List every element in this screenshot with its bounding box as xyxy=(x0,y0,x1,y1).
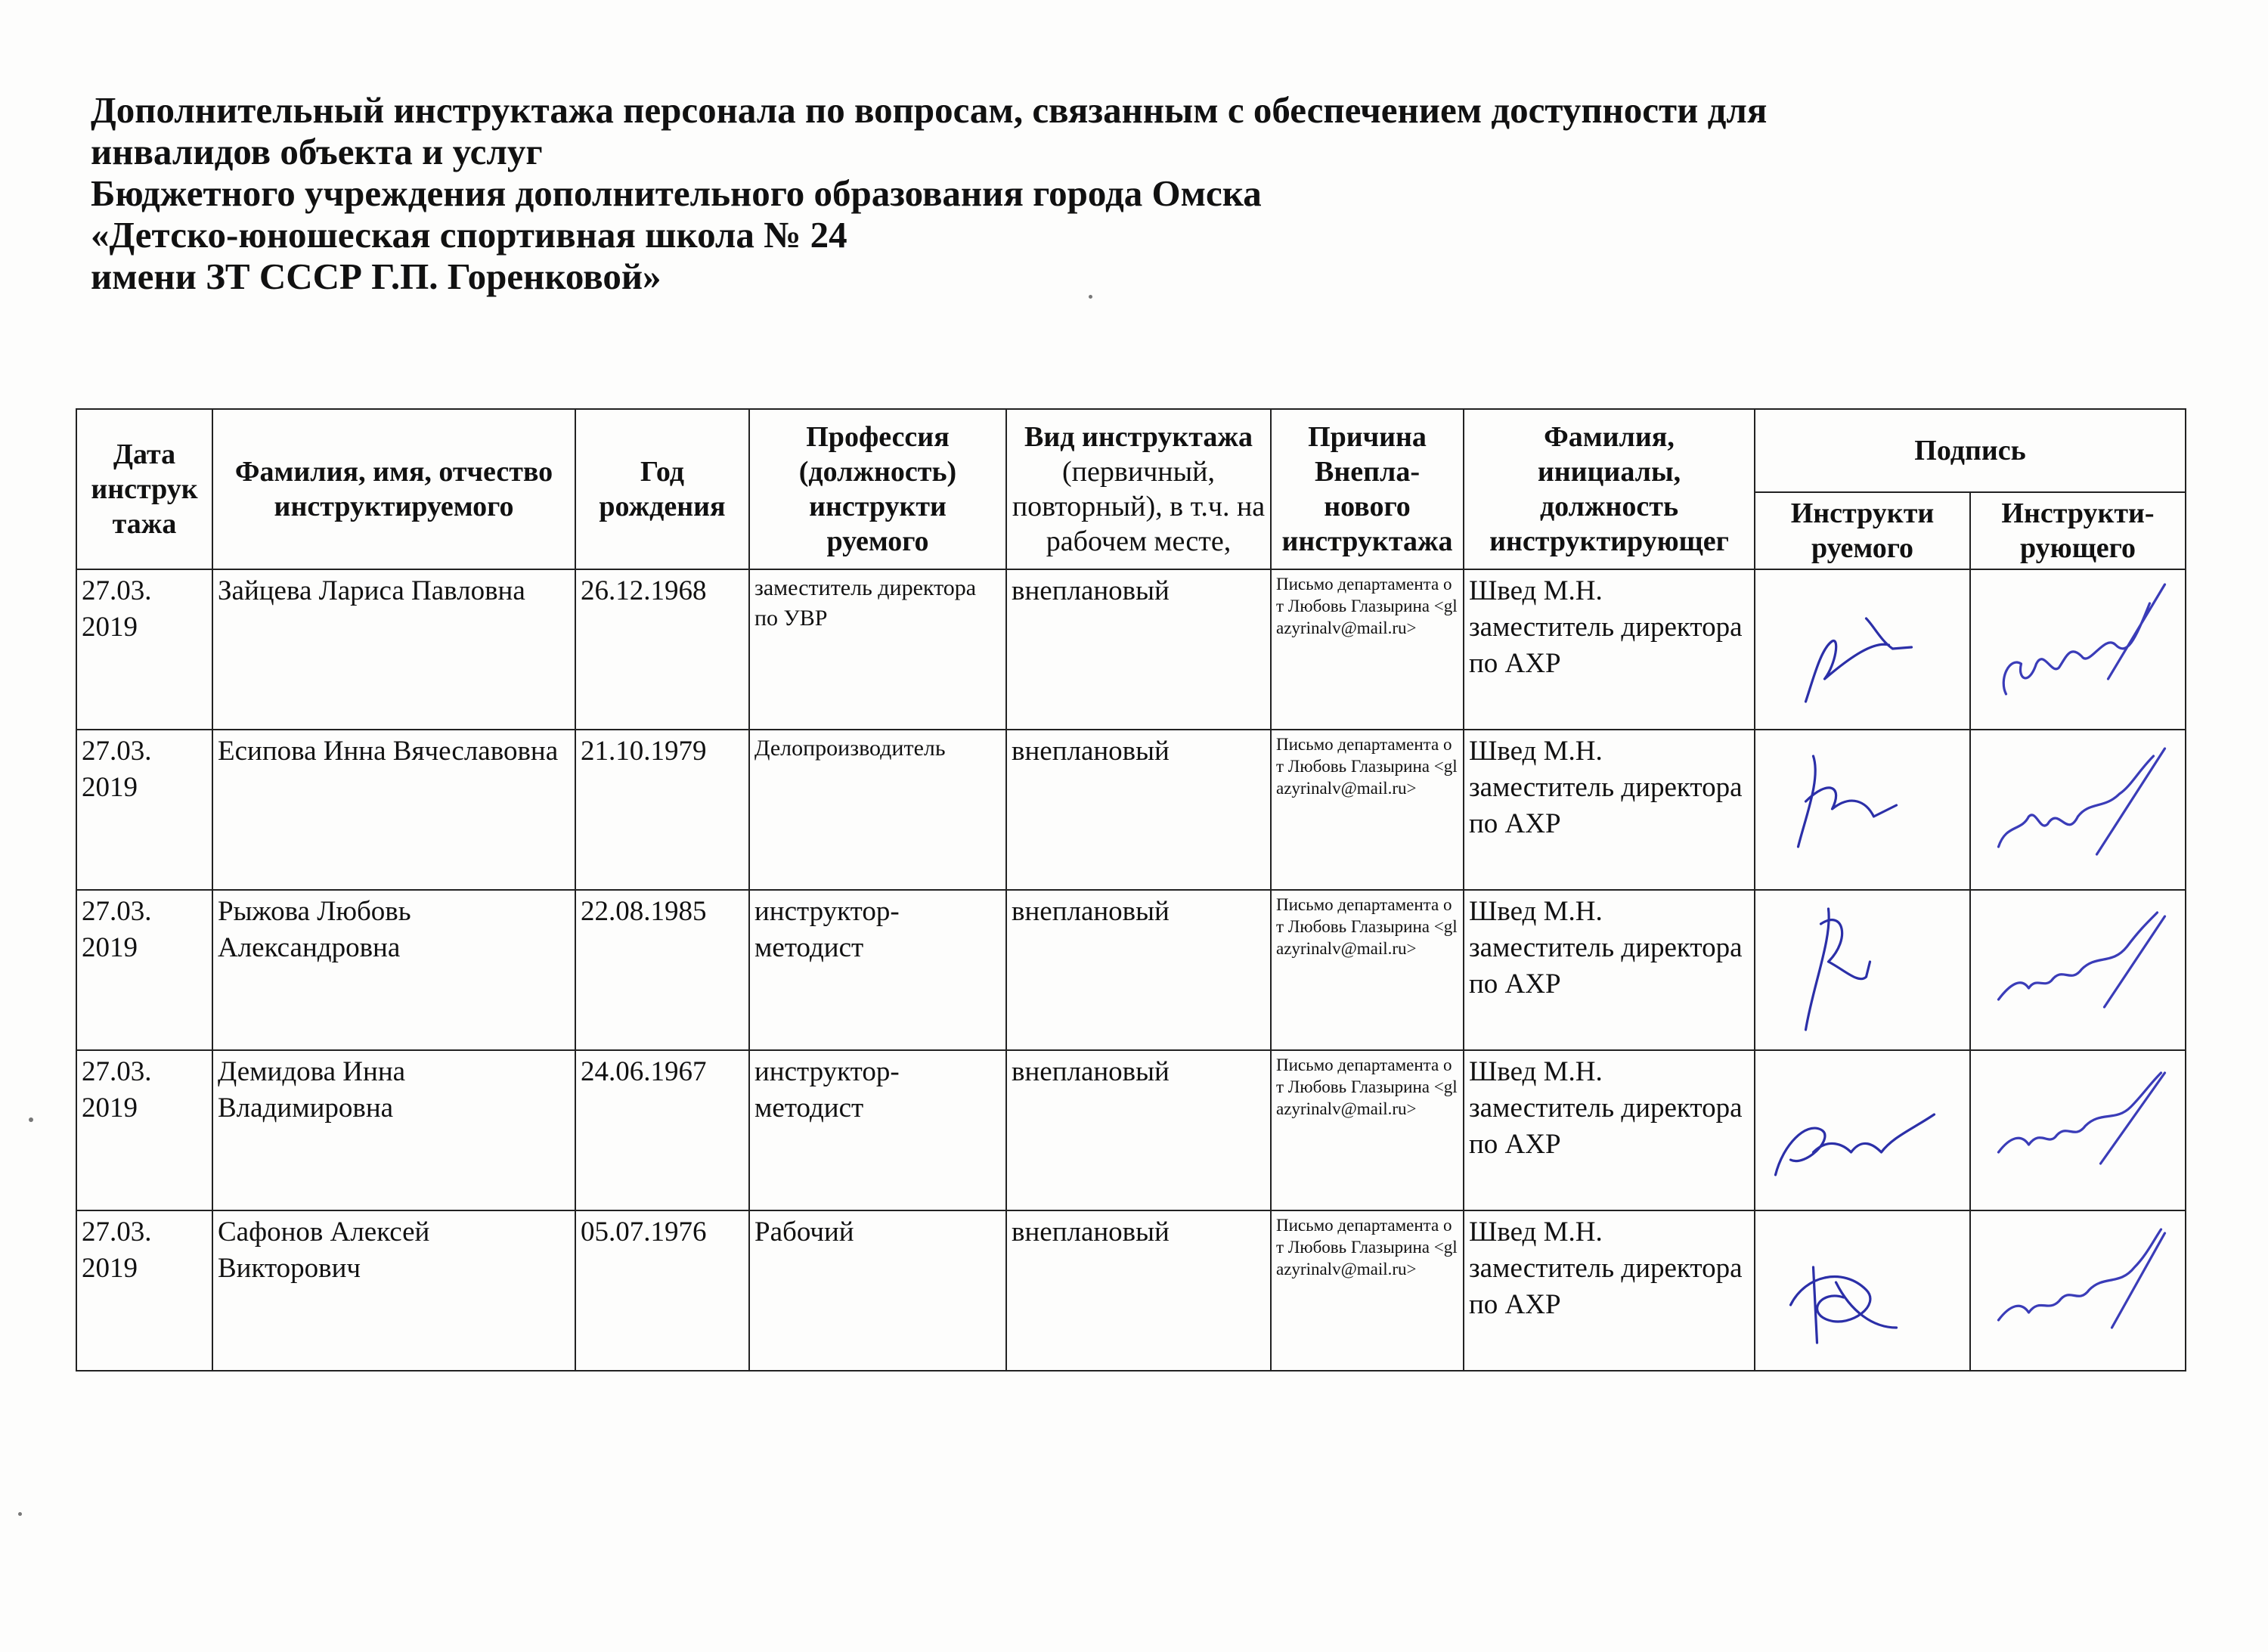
header-reason: Причина Внепла- нового инструктажа xyxy=(1271,409,1464,569)
cell-profession: Рабочий xyxy=(749,1210,1006,1371)
header-sig-instructor: Инструкти- рующего xyxy=(1970,492,2186,569)
signature-instructor-drawing xyxy=(1975,1054,2180,1198)
signature-instructor-drawing xyxy=(1975,894,2180,1037)
cell-instructor: Швед М.Н. заместитель директора по АХР xyxy=(1464,730,1755,890)
signature-instructor xyxy=(1970,730,2186,890)
title-line-3: Бюджетного учреждения дополнительного образования города Омска xyxy=(91,172,1262,214)
cell-birth: 24.06.1967 xyxy=(575,1050,749,1210)
cell-type: внеплановый xyxy=(1006,1210,1271,1371)
signature-instructed xyxy=(1755,569,1970,730)
signature-instructor xyxy=(1970,1050,2186,1210)
cell-instructor: Швед М.Н. заместитель директора по АХР xyxy=(1464,569,1755,730)
cell-type: внеплановый xyxy=(1006,730,1271,890)
header-profession: Профессия (должность) инструкти руемого xyxy=(749,409,1006,569)
cell-profession: инструктор-методист xyxy=(749,1050,1006,1210)
signature-instructor-drawing xyxy=(1975,573,2180,717)
cell-name: Сафонов Алексей Викторович xyxy=(212,1210,575,1371)
document-title xyxy=(91,89,2177,297)
signature-instructed xyxy=(1755,730,1970,890)
signature-instructed xyxy=(1755,1050,1970,1210)
cell-reason: Письмо департамента от Любовь Глазырина <glazyrinalv@mail.ru> xyxy=(1271,1050,1464,1210)
cell-profession: Делопроизводитель xyxy=(749,730,1006,890)
signature-instructed-drawing xyxy=(1760,1214,1965,1358)
header-name: Фамилия, имя, отчество инструктируемого xyxy=(212,409,575,569)
cell-name: Демидова Инна Владимировна xyxy=(212,1050,575,1210)
cell-profession: инструктор-методист xyxy=(749,890,1006,1050)
cell-type: внеплановый xyxy=(1006,1050,1271,1210)
cell-date: 27.03. 2019 xyxy=(76,890,212,1050)
header-type-rest: (первичный, повторный), в т.ч. на рабочем месте, xyxy=(1012,456,1266,557)
title-line-4: «Детско-юношеская спортивная школа № 24 xyxy=(91,214,847,256)
paper-speck xyxy=(18,1512,22,1516)
header-type-bold: Вид инструктажа xyxy=(1024,421,1253,453)
cell-birth: 21.10.1979 xyxy=(575,730,749,890)
cell-reason: Письмо департамента от Любовь Глазырина <glazyrinalv@mail.ru> xyxy=(1271,569,1464,730)
cell-profession: заместитель директора по УВР xyxy=(749,569,1006,730)
table-row xyxy=(76,569,2186,730)
signature-instructor xyxy=(1970,569,2186,730)
header-row xyxy=(76,409,2186,492)
cell-date: 27.03. 2019 xyxy=(76,1050,212,1210)
signature-instructor-drawing xyxy=(1975,1214,2180,1358)
title-line-1: Дополнительный инструктажа персонала по вопросам, связанным с обеспечением доступности для xyxy=(91,89,1768,131)
signature-instructor-drawing xyxy=(1975,733,2180,877)
cell-type: внеплановый xyxy=(1006,890,1271,1050)
header-date: Дата инструк тажа xyxy=(76,409,212,569)
paper-speck xyxy=(1089,295,1092,299)
header-sig-instructed: Инструкти руемого xyxy=(1755,492,1970,569)
cell-instructor: Швед М.Н. заместитель директора по АХР xyxy=(1464,1050,1755,1210)
header-instructor: Фамилия, инициалы, должность инструктирующег xyxy=(1464,409,1755,569)
cell-date: 27.03. 2019 xyxy=(76,730,212,890)
cell-birth: 26.12.1968 xyxy=(575,569,749,730)
cell-reason: Письмо департамента от Любовь Глазырина <glazyrinalv@mail.ru> xyxy=(1271,730,1464,890)
signature-instructed-drawing xyxy=(1760,1054,1965,1198)
cell-instructor: Швед М.Н. заместитель директора по АХР xyxy=(1464,890,1755,1050)
signature-instructed-drawing xyxy=(1760,733,1965,877)
cell-date: 27.03. 2019 xyxy=(76,1210,212,1371)
signature-instructed xyxy=(1755,1210,1970,1371)
table-row xyxy=(76,890,2186,1050)
instruction-journal-table xyxy=(76,408,2186,1372)
signature-instructor xyxy=(1970,1210,2186,1371)
cell-reason: Письмо департамента от Любовь Глазырина <glazyrinalv@mail.ru> xyxy=(1271,1210,1464,1371)
cell-date: 27.03. 2019 xyxy=(76,569,212,730)
signature-instructed-drawing xyxy=(1760,894,1965,1037)
paper-speck xyxy=(29,1117,33,1122)
header-signature: Подпись xyxy=(1755,409,2186,492)
cell-instructor: Швед М.Н. заместитель директора по АХР xyxy=(1464,1210,1755,1371)
cell-name: Рыжова Любовь Александровна xyxy=(212,890,575,1050)
cell-name: Есипова Инна Вячеславовна xyxy=(212,730,575,890)
table-row xyxy=(76,730,2186,890)
signature-instructor xyxy=(1970,890,2186,1050)
title-line-5: имени ЗТ СССР Г.П. Горенковой» xyxy=(91,256,662,297)
signature-instructed xyxy=(1755,890,1970,1050)
cell-type: внеплановый xyxy=(1006,569,1271,730)
cell-name: Зайцева Лариса Павловна xyxy=(212,569,575,730)
header-birth: Год рождения xyxy=(575,409,749,569)
table-row xyxy=(76,1210,2186,1371)
cell-birth: 22.08.1985 xyxy=(575,890,749,1050)
header-type xyxy=(1006,409,1271,569)
cell-birth: 05.07.1976 xyxy=(575,1210,749,1371)
cell-reason: Письмо департамента от Любовь Глазырина <glazyrinalv@mail.ru> xyxy=(1271,890,1464,1050)
title-line-2: инвалидов объекта и услуг xyxy=(91,131,543,172)
signature-instructed-drawing xyxy=(1760,573,1965,717)
table-row xyxy=(76,1050,2186,1210)
